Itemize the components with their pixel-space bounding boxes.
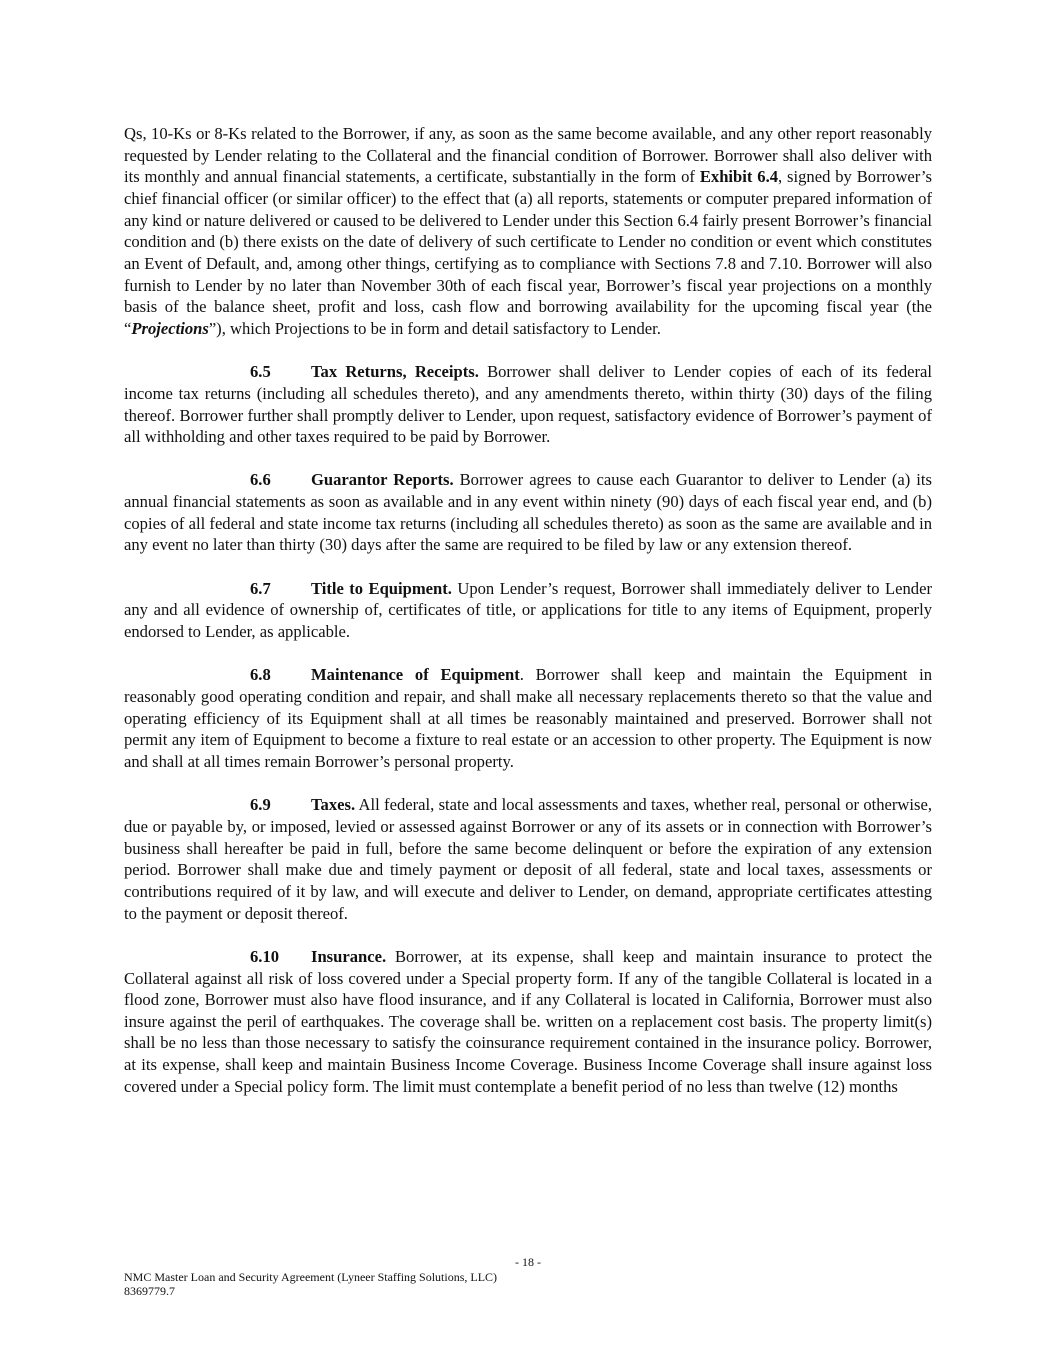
page-footer (124, 1255, 932, 1299)
document-page (124, 123, 932, 1119)
intro-paragraph (124, 123, 932, 340)
section-number: 6.9 (250, 795, 271, 815)
defined-term-projections: Projections (131, 318, 209, 338)
intro-text-c: ”), which Projections to be in form and detail satisfactory to Lender. (208, 318, 661, 338)
section-body: Upon Lender’s request, Borrower shall immediately deliver to Lender any and all evidence of ownership of, certificates of title, or applications for title to any items of Equipment, properly endorsed to Lender, as applicable. (124, 578, 932, 642)
section-number: 6.6 (250, 470, 271, 490)
section-6-8 (124, 664, 932, 772)
section-body: Borrower, at its expense, shall keep and maintain insurance to protect the Collateral against all risk of loss covered under a Special property form. If any of the tangible Collateral is located in a flood zone, Borrower must also have flood insurance, and if any Collateral is located in California, Borrower must also insure against the peril of earthquakes. The coverage shall be. written on a replacement cost basis. The property limit(s) shall be no less than those necessary to satisfy the coinsurance requirement contained in the insurance policy. Borrower, at its expense, shall keep and maintain Business Income Coverage. Business Income Coverage shall insure against loss covered under a Special policy form. The limit must contemplate a benefit period of no less than twelve (12) months (124, 946, 932, 1096)
section-body: Borrower agrees to cause each Guarantor to deliver to Lender (a) its annual financial statements as soon as available and in any event within ninety (90) days of each fiscal year end, and (b) copies of all federal and state income tax returns (including all schedules thereto) as soon as the same are available and in any event no later than thirty (30) days after the same are required to be filed by law or any extension thereof. (124, 470, 932, 555)
section-number: 6.10 (250, 946, 280, 966)
footer-doc-id: 8369779.7 (124, 1284, 175, 1298)
exhibit-reference: Exhibit 6.4 (699, 167, 779, 187)
section-6-7 (124, 578, 932, 643)
page-number: - 18 - (515, 1255, 541, 1269)
section-heading: Title to Equipment. (311, 578, 452, 598)
section-6-5 (124, 361, 932, 448)
section-6-9 (124, 794, 932, 924)
intro-text-b: , signed by Borrower’s chief financial officer (or similar officer) to the effect that (a) all reports, statements or computer prepared information of any kind or nature delivered or caused to be delivered to Lender under this Section 6.4 fairly present Borrower’s financial condition and (b) there exists on the date of delivery of such certificate to Lender no condition or event which constitutes an Event of Default, and, among other things, certifying as to compliance with Sections 7.8 and 7.10. Borrower will also furnish to Lender by no later than November 30th of each fiscal year, Borrower’s fiscal year projections on a monthly basis of the balance sheet, profit and loss, cash flow and borrowing availability for the upcoming fiscal year (the “ (124, 167, 933, 338)
intro-text-a: Qs, 10-Ks or 8-Ks related to the Borrower, if any, as soon as the same become available, and any other report reasonably requested by Lender relating to the Collateral and the financial condition of Borrower. Borrower shall also deliver with its monthly and annual financial statements, a certificate, substantially in the form of (124, 124, 932, 187)
section-6-10 (124, 946, 932, 1098)
section-number: 6.8 (250, 665, 271, 685)
section-number: 6.5 (250, 362, 271, 382)
section-body: All federal, state and local assessments and taxes, whether real, personal or otherwise, due or payable by, or imposed, levied or assessed against Borrower or any of its assets or in connection with Borrower’s business shall hereafter be paid in full, before the same become delinquent or before the expiration of any extension period. Borrower shall make due and timely payment or deposit of all federal, state and local taxes, assessments or contributions required of it by law, and will execute and deliver to Lender, on demand, appropriate certificates attesting to the payment or deposit thereof. (124, 795, 932, 923)
section-heading: Maintenance of Equipment (311, 665, 520, 685)
section-6-6 (124, 469, 932, 556)
section-heading: Taxes. (311, 795, 356, 815)
footer-document-title: NMC Master Loan and Security Agreement (Lyneer Staffing Solutions, LLC) (124, 1269, 498, 1284)
section-body: . Borrower shall keep and maintain the Equipment in reasonably good operating condition and repair, and shall make all necessary replacements thereto so that the value and operating efficiency of its Equipment shall at all times be reasonably maintained and preserved. Borrower shall not permit any item of Equipment to become a fixture to real estate or an accession to other property. The Equipment is now and shall at all times remain Borrower’s personal property. (124, 665, 932, 771)
section-heading: Tax Returns, Receipts. (311, 362, 479, 382)
section-heading: Insurance. (311, 946, 387, 966)
section-heading: Guarantor Reports. (311, 470, 454, 490)
section-body: Borrower shall deliver to Lender copies of each of its federal income tax returns (including all schedules thereto), and any amendments thereto, within thirty (30) days of the filing thereof. Borrower further shall promptly deliver to Lender, upon request, satisfactory evidence of Borrower’s payment of all withholding and other taxes required to be paid by Borrower. (124, 362, 932, 447)
section-number: 6.7 (250, 578, 271, 598)
